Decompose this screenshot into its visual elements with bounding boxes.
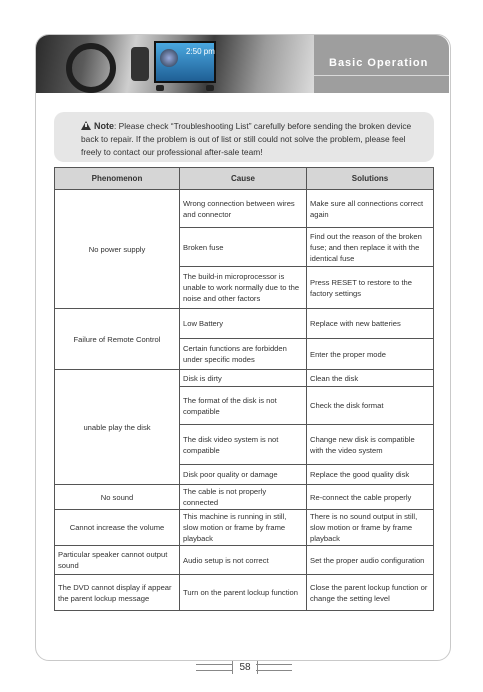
cause-cell: This machine is running in still, slow motion or frame by frame playback xyxy=(180,510,307,546)
phenomenon-cell: Failure of Remote Control xyxy=(55,309,180,370)
solution-cell: Close the parent lockup function or change the setting level xyxy=(307,575,434,611)
cause-cell: Wrong connection between wires and connector xyxy=(180,190,307,228)
page-number: 58 xyxy=(232,661,258,674)
screen-dial-graphic xyxy=(160,49,178,67)
cause-cell: Certain functions are forbidden under specific modes xyxy=(180,339,307,370)
column-header-cause: Cause xyxy=(180,168,307,190)
table-row xyxy=(55,190,434,228)
phenomenon-cell: No power supply xyxy=(55,190,180,309)
stereo-knob xyxy=(206,85,214,91)
footer-rule-right xyxy=(256,664,292,671)
table-row xyxy=(55,485,434,510)
note-label: Note xyxy=(94,121,114,131)
screen-time: 2:50 pm xyxy=(186,47,215,56)
cause-cell: The disk video system is not compatible xyxy=(180,425,307,465)
stereo-knob xyxy=(156,85,164,91)
phenomenon-cell: The DVD cannot display if appear the parent lockup message xyxy=(55,575,180,611)
note-body: : Please check “Troubleshooting List” carefully before sending the broken device back to repair. If the problem is out of list or still could not solve the problem, please feel freely to contact our professional after-sale team! xyxy=(81,121,412,157)
solution-cell: There is no sound output in still, slow motion or frame by frame playback xyxy=(307,510,434,546)
table-row xyxy=(55,370,434,387)
solution-cell: Change new disk is compatible with the video system xyxy=(307,425,434,465)
dashboard-vent-graphic xyxy=(131,47,149,81)
table-row xyxy=(55,510,434,546)
table-header-row xyxy=(55,168,434,190)
cause-cell: Disk is dirty xyxy=(180,370,307,387)
table-row xyxy=(55,309,434,339)
cause-cell: Audio setup is not correct xyxy=(180,546,307,575)
cause-cell: Broken fuse xyxy=(180,228,307,267)
warning-icon xyxy=(81,121,91,130)
column-header-solutions: Solutions xyxy=(307,168,434,190)
solution-cell: Replace with new batteries xyxy=(307,309,434,339)
table-row xyxy=(55,546,434,575)
page-footer xyxy=(196,661,292,675)
cause-cell: Turn on the parent lockup function xyxy=(180,575,307,611)
section-title: Basic Operation xyxy=(329,57,429,69)
solution-cell: Clean the disk xyxy=(307,370,434,387)
header-dashboard-photo xyxy=(36,35,314,93)
phenomenon-cell: Cannot increase the volume xyxy=(55,510,180,546)
solution-cell: Make sure all connections correct again xyxy=(307,190,434,228)
steering-wheel-graphic xyxy=(66,43,116,93)
solution-cell: Replace the good quality disk xyxy=(307,465,434,485)
phenomenon-cell: No sound xyxy=(55,485,180,510)
cause-cell: Disk poor quality or damage xyxy=(180,465,307,485)
solution-cell: Press RESET to restore to the factory settings xyxy=(307,267,434,309)
solution-cell: Enter the proper mode xyxy=(307,339,434,370)
solution-cell: Check the disk format xyxy=(307,387,434,425)
table-row xyxy=(55,575,434,611)
cause-cell: The build-in microprocessor is unable to work normally due to the noise and other factors xyxy=(180,267,307,309)
column-header-phenomenon: Phenomenon xyxy=(55,168,180,190)
cause-cell: The cable is not properly connected xyxy=(180,485,307,510)
phenomenon-cell: unable play the disk xyxy=(55,370,180,485)
solution-cell: Re-connect the cable properly xyxy=(307,485,434,510)
phenomenon-cell: Particular speaker cannot output sound xyxy=(55,546,180,575)
troubleshooting-table xyxy=(54,167,434,611)
header-divider xyxy=(314,75,449,76)
solution-cell: Set the proper audio configuration xyxy=(307,546,434,575)
cause-cell: Low Battery xyxy=(180,309,307,339)
cause-cell: The format of the disk is not compatible xyxy=(180,387,307,425)
footer-rule-left xyxy=(196,664,232,671)
note-text-block xyxy=(81,120,427,159)
solution-cell: Find out the reason of the broken fuse; and then replace it with the identical fuse xyxy=(307,228,434,267)
